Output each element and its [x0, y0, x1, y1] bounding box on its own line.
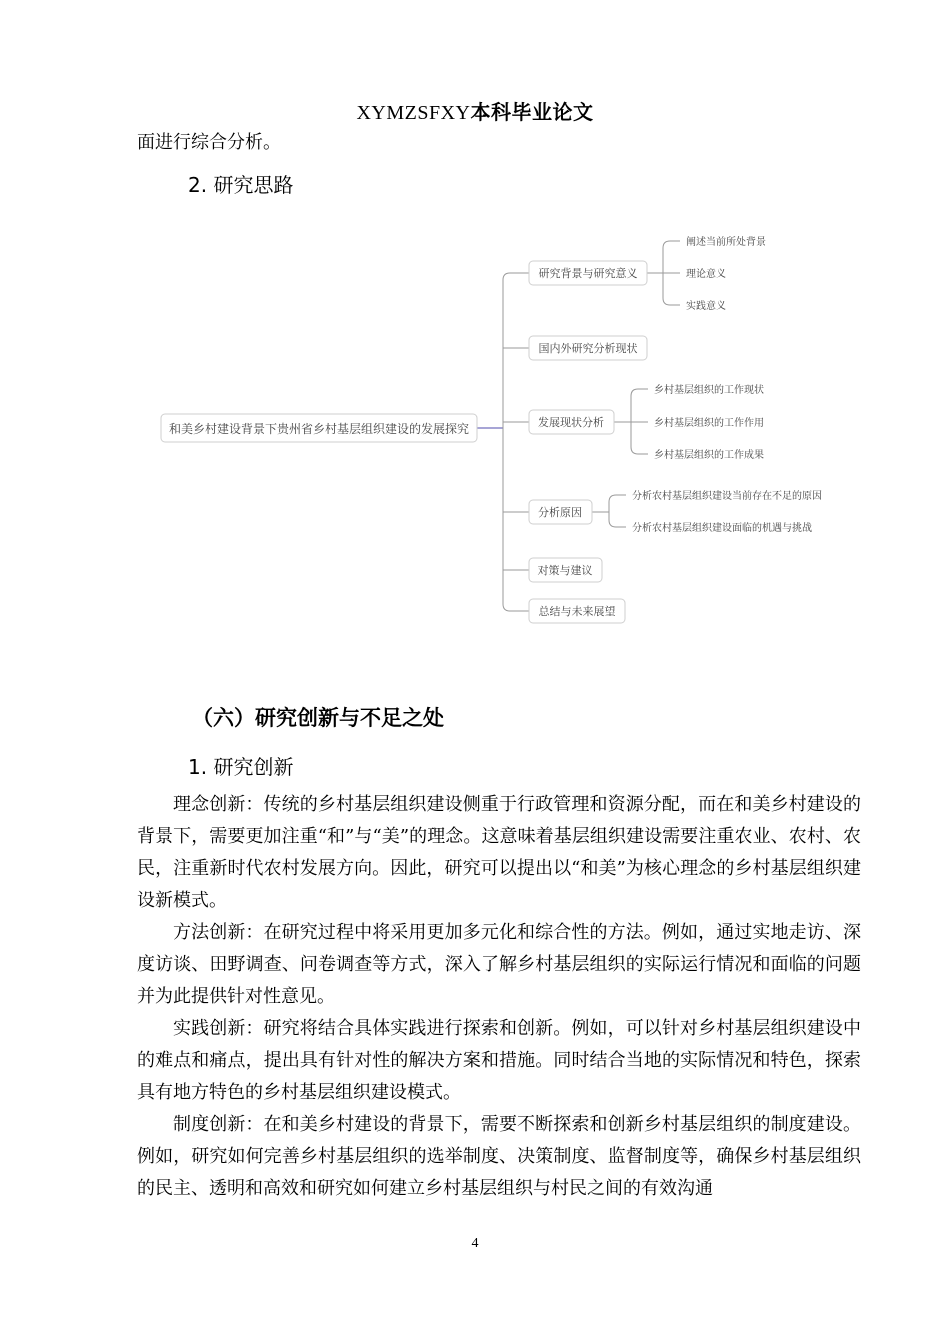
section-6-heading: （六）研究创新与不足之处	[192, 706, 444, 730]
leaf-label: 乡村基层组织的工作成果	[654, 450, 764, 461]
page-number: 4	[471, 1236, 479, 1251]
leaf-label: 乡村基层组织的工作作用	[654, 418, 764, 429]
paragraph-concept-innovation: 理念创新：传统的乡村基层组织建设侧重于行政管理和资源分配，而在和美乡村建设的背景下，需要更加注重“和”与“美”的理念。这意味着基层组织建设需要注重农业、农村、农民，注重新时代农村发展方向。因此，研究可以提出以“和美”为核心理念的乡村基层组织建设新模式。	[137, 794, 861, 911]
leaf-label: 理论意义	[686, 269, 726, 280]
leaf-label: 乡村基层组织的工作现状	[654, 385, 764, 396]
branch-label-2: 国内外研究分析现状	[538, 342, 638, 355]
branch-label-6: 总结与未来展望	[538, 605, 616, 618]
branch-label-3: 发展现状分析	[538, 416, 604, 429]
branch-connector-6	[503, 428, 529, 611]
leaf-label: 分析农村基层组织建设当前存在不足的原因	[632, 491, 822, 502]
paragraph-method-innovation: 方法创新：在研究过程中将采用更加多元化和综合性的方法。例如，通过实地走访、深度访谈、田野调查、问卷调查等方式，深入了解乡村基层组织的实际运行情况和面临的问题并为此提供针对性意见。	[137, 922, 861, 1007]
mindmap-root-label: 和美乡村建设背景下贵州省乡村基层组织建设的发展探究	[168, 422, 470, 436]
section-2-heading: 2. 研究思路	[188, 173, 294, 197]
branch-label-1: 研究背景与研究意义	[538, 267, 638, 280]
continuation-text: 面进行综合分析。	[137, 132, 281, 153]
branch-connector-1	[503, 273, 529, 428]
header-title: 本科毕业论文	[470, 100, 594, 124]
paragraph-system-innovation: 制度创新：在和美乡村建设的背景下，需要不断探索和创新乡村基层组织的制度建设。例如，研究如何完善乡村基层组织的选举制度、决策制度、监督制度等，确保乡村基层组织的民主、透明和高效和研究如何建立乡村基层组织与村民之间的有效沟通	[137, 1114, 861, 1199]
leaf-label: 阐述当前所处背景	[686, 237, 766, 248]
header-latin: XYMZSFXY	[356, 102, 471, 124]
branch-label-5: 对策与建议	[537, 564, 593, 577]
leaf-label: 分析农村基层组织建设面临的机遇与挑战	[632, 523, 812, 534]
paragraph-practice-innovation: 实践创新：研究将结合具体实践进行探索和创新。例如，可以针对乡村基层组织建设中的难点和痛点，提出具有针对性的解决方案和措施。同时结合当地的实际情况和特色，探索具有地方特色的乡村基层组织建设模式。	[137, 1018, 861, 1103]
subsection-1-heading: 1. 研究创新	[188, 755, 294, 779]
branch-label-4: 分析原因	[538, 506, 582, 519]
leaf-label: 实践意义	[686, 301, 726, 312]
